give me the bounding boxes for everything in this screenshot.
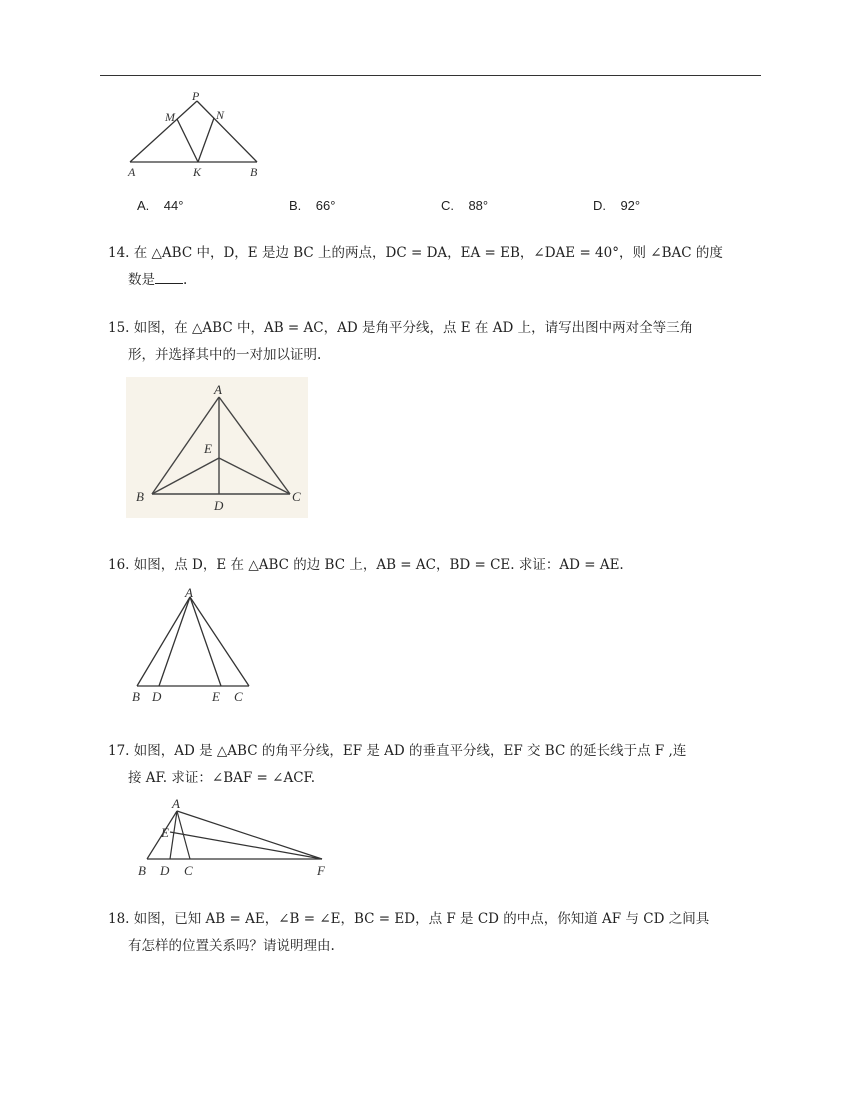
label-k: K — [193, 165, 202, 179]
label-e: E — [212, 689, 220, 704]
q14-text-line1: 14. 在 △ABC 中，D，E 是边 BC 上的两点，DC = DA，EA = EB，∠DAE = 40°，则 ∠BAC 的度 — [108, 245, 723, 261]
q17-figure — [134, 795, 334, 880]
q17-text-line1: 17. 如图，AD 是 △ABC 的角平分线，EF 是 AD 的垂直平分线，EF 交 BC 的延长线于点 F ,连 — [108, 743, 687, 759]
option-d-value: 92° — [620, 198, 641, 213]
option-d-letter: D. — [593, 198, 606, 213]
label-d: D — [152, 689, 162, 704]
option-d[interactable] — [593, 198, 640, 213]
q13-figure — [120, 88, 270, 180]
option-b[interactable] — [289, 198, 335, 213]
segment-ae — [190, 597, 221, 686]
header-rule — [100, 75, 761, 76]
label-e: E — [161, 825, 169, 840]
segment-ef — [170, 832, 322, 859]
segment-ap — [130, 101, 197, 162]
label-a: A — [128, 165, 136, 179]
segment-pb — [197, 101, 257, 162]
label-d: D — [214, 498, 224, 513]
q14-text-line2 — [128, 271, 187, 289]
option-a-value: 44° — [163, 198, 184, 213]
label-b: B — [138, 863, 146, 878]
label-a: A — [185, 585, 193, 600]
q14-text-before-blank: 数是 — [128, 272, 155, 288]
option-a[interactable] — [137, 198, 183, 213]
segment-af — [177, 811, 322, 859]
label-f: F — [317, 863, 325, 878]
q17-text-line2: 接 AF. 求证：∠BAF = ∠ACF. — [128, 770, 316, 786]
label-d: D — [160, 863, 170, 878]
option-b-letter: B. — [289, 198, 302, 213]
q15-text-line1: 15. 如图，在 △ABC 中，AB = AC，AD 是角平分线，点 E 在 AD 上，请写出图中两对全等三角 — [108, 320, 694, 336]
option-c-letter: C. — [441, 198, 454, 213]
answer-blank[interactable] — [155, 271, 183, 284]
label-c: C — [292, 489, 301, 504]
q14-text-after-blank: . — [183, 272, 188, 288]
q16-text-line1: 16. 如图，点 D，E 在 △ABC 的边 BC 上，AB = AC，BD = CE. 求证：AD = AE. — [108, 557, 624, 573]
q15-text-line2: 形，并选择其中的一对加以证明. — [128, 347, 322, 363]
label-a: A — [172, 796, 180, 811]
label-c: C — [234, 689, 243, 704]
q16-figure — [128, 585, 258, 707]
label-a: A — [214, 382, 222, 397]
label-b: B — [136, 489, 144, 504]
segment-mk — [177, 119, 198, 162]
option-c-value: 88° — [468, 198, 489, 213]
label-p: P — [192, 89, 200, 103]
label-b: B — [250, 165, 258, 179]
label-b: B — [132, 689, 140, 704]
option-a-letter: A. — [137, 198, 150, 213]
segment-ad — [170, 811, 177, 859]
label-c: C — [184, 863, 193, 878]
q15-figure — [126, 377, 308, 518]
option-b-value: 66° — [315, 198, 336, 213]
label-m: M — [165, 110, 175, 124]
label-n: N — [216, 108, 225, 122]
figure-background — [126, 377, 308, 518]
option-c[interactable] — [441, 198, 488, 213]
segment-nk — [198, 118, 214, 162]
segment-ac — [190, 597, 249, 686]
label-e: E — [204, 441, 212, 456]
q18-text-line1: 18. 如图，已知 AB = AE，∠B = ∠E，BC = ED，点 F 是 CD 的中点，你知道 AF 与 CD 之间具 — [108, 911, 710, 927]
q18-text-line2: 有怎样的位置关系吗？请说明理由. — [128, 938, 335, 954]
